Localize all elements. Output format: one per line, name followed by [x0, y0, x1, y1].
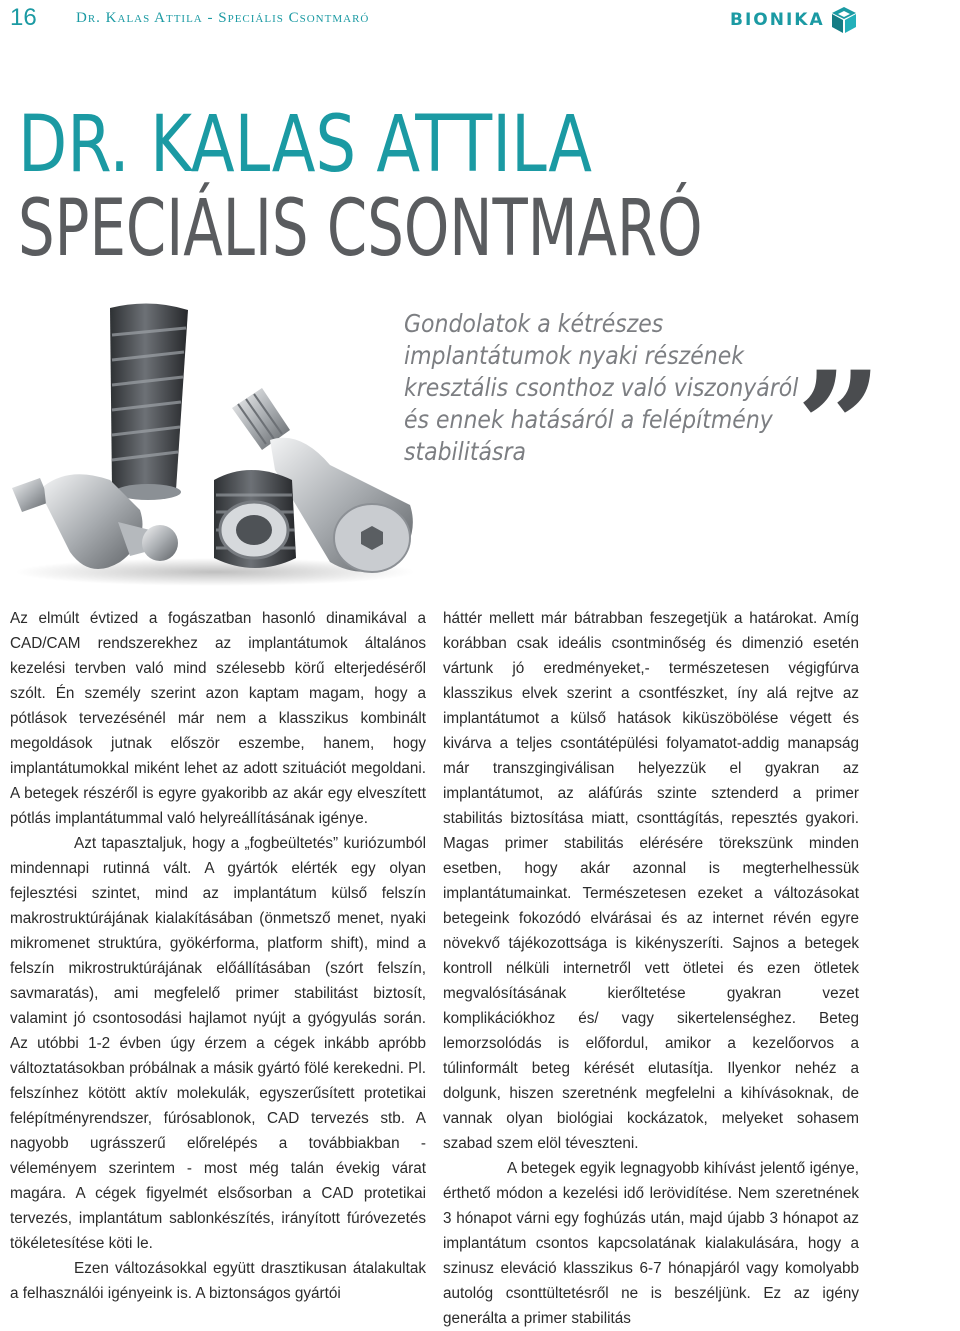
left-column [10, 606, 426, 1306]
article-title-subject: SPECIÁLIS CSONTMARÓ [18, 184, 703, 274]
brand-name: BIONIKA [730, 10, 825, 30]
paragraph: Azt tapasztaljuk, hogy a „fogbeültetés” kuriózumból mindennapi rutinná vált. A gyártók elérték egy olyan fejlesztési szintet, mind az implantátum külső felszín makrostruktúrájának kialakításában (önmetsző menet, nyaki mikromenet struktúra, gyökérforma, platform shift), mind a felszín mikrostruktúrájának előállításában (szórt felszín, savmaratás), ami megfelelő primer stabilitást biztosít, valamint jó csontosodási hajlamot nyújt a gyógyulás során. Az utóbbi 1-2 évben úgy érzem a cégek inkább apróbb változtatásokban próbálnak a másik gyártó fölé kerekedni. Pl. felszínhez kötött aktív molekulák, egyszerűsített protetikai felépítményrendszer, fúrósablonok, CAD tervezés stb. A nagyobb ugrásszerű előrelépés a továbbiakban - véleményem szerintem - most még talán évekig várat magára. A cégek figyelmét elsősorban a CAD protetikai tervezés, implantátum sablonkészítés, irányított fúróvezetés tökéletesítése köti le. [10, 835, 426, 1252]
quote-mark: ” [796, 339, 883, 515]
implant-burs-photo [0, 290, 430, 590]
bionika-cube-icon [831, 6, 857, 34]
paragraph: háttér mellett már bátrabban feszegetjük a határokat. Amíg korábban csak ideális csontminőség és dimenzió esetén vártunk jó eredményeket,- természetesen végigfúrva klasszikus elvek szerint a csontfészket, íny alá rejtve az implantátumot a külső hatások kiküszöbölése végett és kivárva a teljes csontátépülési folyamatot-addig manapság már transzgingiválisan helyezzük el gyakran az implantátumot, az aláfúrás szinte sztenderd a primer stabilitás biztosítása miatt, csonttágítás, repesztés gyakori. Magas primer stabilitás elérésére törekszünk minden esetben, hogy akár azonnal is megterhelhessük implantátumainkat. Természetesen ezeket a változásokat betegeink fokozódó elvárásai és az internet révén egyre növekvő tájékozottsága is kikényszeríti. Sajnos a betegek kontroll nélküli internetről vett ötletei és ezen ötletek megvalósításának kierőltetése gyakran vezet komplikációkhoz és/ vagy sikertelenséghez. Beteg lemorzsolódás is előfordul, amikor a kezelőorvos a túlinformált beteg kérését elutasítja. Ilyenkor nehéz a dolgunk, hiszen szeretnénk megfelelni a kihívásoknak, de vannak olyan biológiai kockázatok, melyeket sohasem szabad szem elöl téveszteni. [443, 610, 859, 1152]
brand-logo [730, 6, 857, 34]
paragraph: A betegek egyik legnagyobb kihívást jelentő igénye, érthető módon a kezelési idő lerövidítése. Nem szeretnének 3 hónapot várni egy foghúzás után, majd újabb 3 hónapot az implantátum csontos kapcsolatának kialakulására, hogy a szinusz eleváció klasszikus 6-7 hónapjáról vagy komolyabb autológ csonttültetésről ne is beszéljünk. Ez az igény generálta a primer stabilitás [443, 1160, 859, 1327]
pull-quote: Gondolatok a kétrészes implantátumok nyaki részének kresztális csonthoz való viszonyáról és ennek hatásáról a felépítmény stabilitásra [404, 309, 799, 466]
running-title: Dr. Kalas Attila - Speciális Csontmaró [76, 10, 370, 26]
article-title-name: DR. KALAS ATTILA [18, 100, 592, 190]
paragraph: Ezen változásokkal együtt drasztikusan átalakultak a felhasználói igényeink is. A biztonságos gyártói [10, 1260, 426, 1302]
paragraph: Az elmúlt évtized a fogászatban hasonló dinamikával a CAD/CAM rendszerekhez az implantátumok általános kezelési tervben való mind szélesebb körű elterjedéséről szólt. Én személy szerint azon kaptam magam, hogy a pótlások tervezésénél már nem a klasszikus kombinált megoldások jutnak először eszembe, hanem, hogy implantátumokkal miként lehet az adott szituációt megoldani. A betegek részéről is egyre gyakoribb az akár egy elveszített pótlás implantátummal való helyreállításának igénye. [10, 610, 426, 827]
tall-implant [110, 303, 188, 500]
short-implant [214, 470, 296, 568]
page-header [0, 0, 960, 40]
page-number: 16 [10, 4, 37, 31]
right-column [443, 606, 859, 1331]
